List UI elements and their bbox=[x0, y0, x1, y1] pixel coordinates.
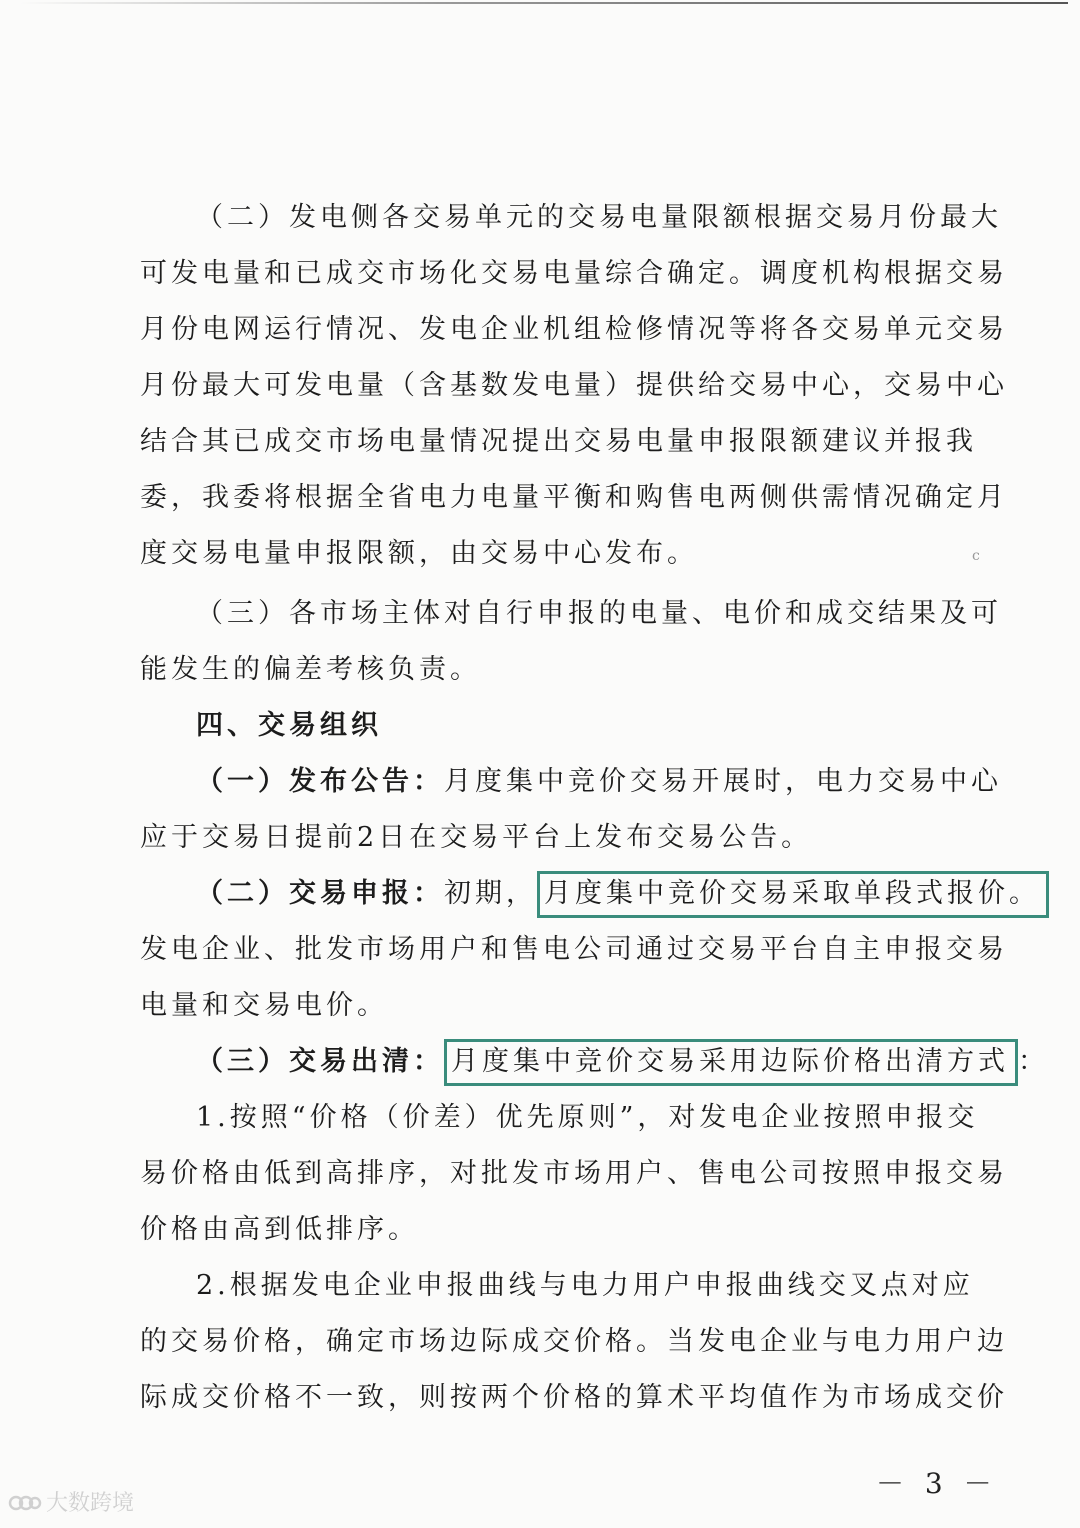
paragraph-declaration-cont bbox=[140, 922, 1008, 1034]
text-line: 2.根据发电企业申报曲线与电力用户申报曲线交叉点对应 bbox=[196, 1270, 974, 1301]
text-line: 月份最大可发电量（含基数发电量）提供给交易中心，交易中心 bbox=[140, 370, 1008, 401]
text-suffix: ： bbox=[1018, 1046, 1049, 1077]
text-line: （三）各市场主体对自行申报的电量、电价和成交结果及可 bbox=[196, 598, 1002, 629]
paragraph-clearing bbox=[140, 1034, 1049, 1090]
paragraph-responsibility bbox=[140, 586, 1002, 642]
item-label: （三）交易出清： bbox=[196, 1046, 444, 1077]
text-line: 度交易电量申报限额，由交易中心发布。 bbox=[140, 538, 698, 569]
watermark-text: 大数跨境 bbox=[46, 1491, 135, 1516]
watermark-logo-icon bbox=[8, 1491, 42, 1513]
text-line: 可发电量和已成交市场化交易电量综合确定。调度机构根据交易 bbox=[140, 258, 1008, 289]
paragraph-price-priority-cont bbox=[140, 1146, 1008, 1258]
paragraph-announcement-cont bbox=[140, 810, 960, 866]
paragraph-price-priority bbox=[140, 1090, 979, 1146]
text-line: 电量和交易电价。 bbox=[140, 990, 388, 1021]
paragraph-declaration bbox=[140, 866, 1040, 922]
section-heading-text: 四、交易组织 bbox=[196, 710, 382, 741]
text-line: 能发生的偏差考核负责。 bbox=[140, 654, 481, 685]
text-line: 委，我委将根据全省电力电量平衡和购售电两侧供需情况确定月 bbox=[140, 482, 1008, 513]
text-line: 价格由高到低排序。 bbox=[140, 1214, 419, 1245]
paragraph-marginal-price-cont bbox=[140, 1314, 1008, 1426]
item-label: （二）交易申报： bbox=[196, 878, 444, 909]
item-label: （一）发布公告： bbox=[196, 766, 444, 797]
text-line: （二）发电侧各交易单元的交易电量限额根据交易月份最大 bbox=[196, 202, 1002, 233]
text-line: 1.按照“价格（价差）优先原则”，对发电企业按照申报交 bbox=[196, 1102, 979, 1133]
text-line: 月度集中竞价交易开展时，电力交易中心 bbox=[444, 766, 1002, 797]
text-line: 结合其已成交市场电量情况提出交易电量申报限额建议并报我 bbox=[140, 426, 977, 457]
highlight-box-marginal-price-clearing: 月度集中竞价交易采用边际价格出清方式 bbox=[444, 1039, 1018, 1086]
watermark bbox=[8, 1486, 134, 1517]
text-line: 的交易价格，确定市场边际成交价格。当发电企业与电力用户边 bbox=[140, 1326, 1008, 1357]
text-line: 际成交价格不一致，则按两个价格的算术平均值作为市场成交价 bbox=[140, 1382, 1008, 1413]
scan-speck: c bbox=[972, 548, 980, 564]
paragraph-announcement bbox=[140, 754, 1002, 810]
paragraph-responsibility-cont bbox=[140, 642, 960, 698]
text-line: 发电企业、批发市场用户和售电公司通过交易平台自主申报交易 bbox=[140, 934, 1008, 965]
paragraph-marginal-price bbox=[140, 1258, 974, 1314]
text-line: 易价格由低到高排序，对批发市场用户、售电公司按照申报交易 bbox=[140, 1158, 1008, 1189]
paragraph-generation-limit-cont bbox=[140, 246, 1008, 582]
text-line: 应于交易日提前2日在交易平台上发布交易公告。 bbox=[140, 822, 813, 853]
paragraph-generation-limit bbox=[140, 190, 1002, 246]
top-rule bbox=[20, 2, 1068, 4]
text-prefix: 初期， bbox=[444, 878, 537, 909]
section-heading-trade-organization bbox=[140, 698, 960, 754]
highlight-box-single-segment-quote: 月度集中竞价交易采取单段式报价。 bbox=[537, 871, 1049, 918]
page-number: － 3 － bbox=[876, 1467, 998, 1500]
text-line: 月份电网运行情况、发电企业机组检修情况等将各交易单元交易 bbox=[140, 314, 1008, 345]
